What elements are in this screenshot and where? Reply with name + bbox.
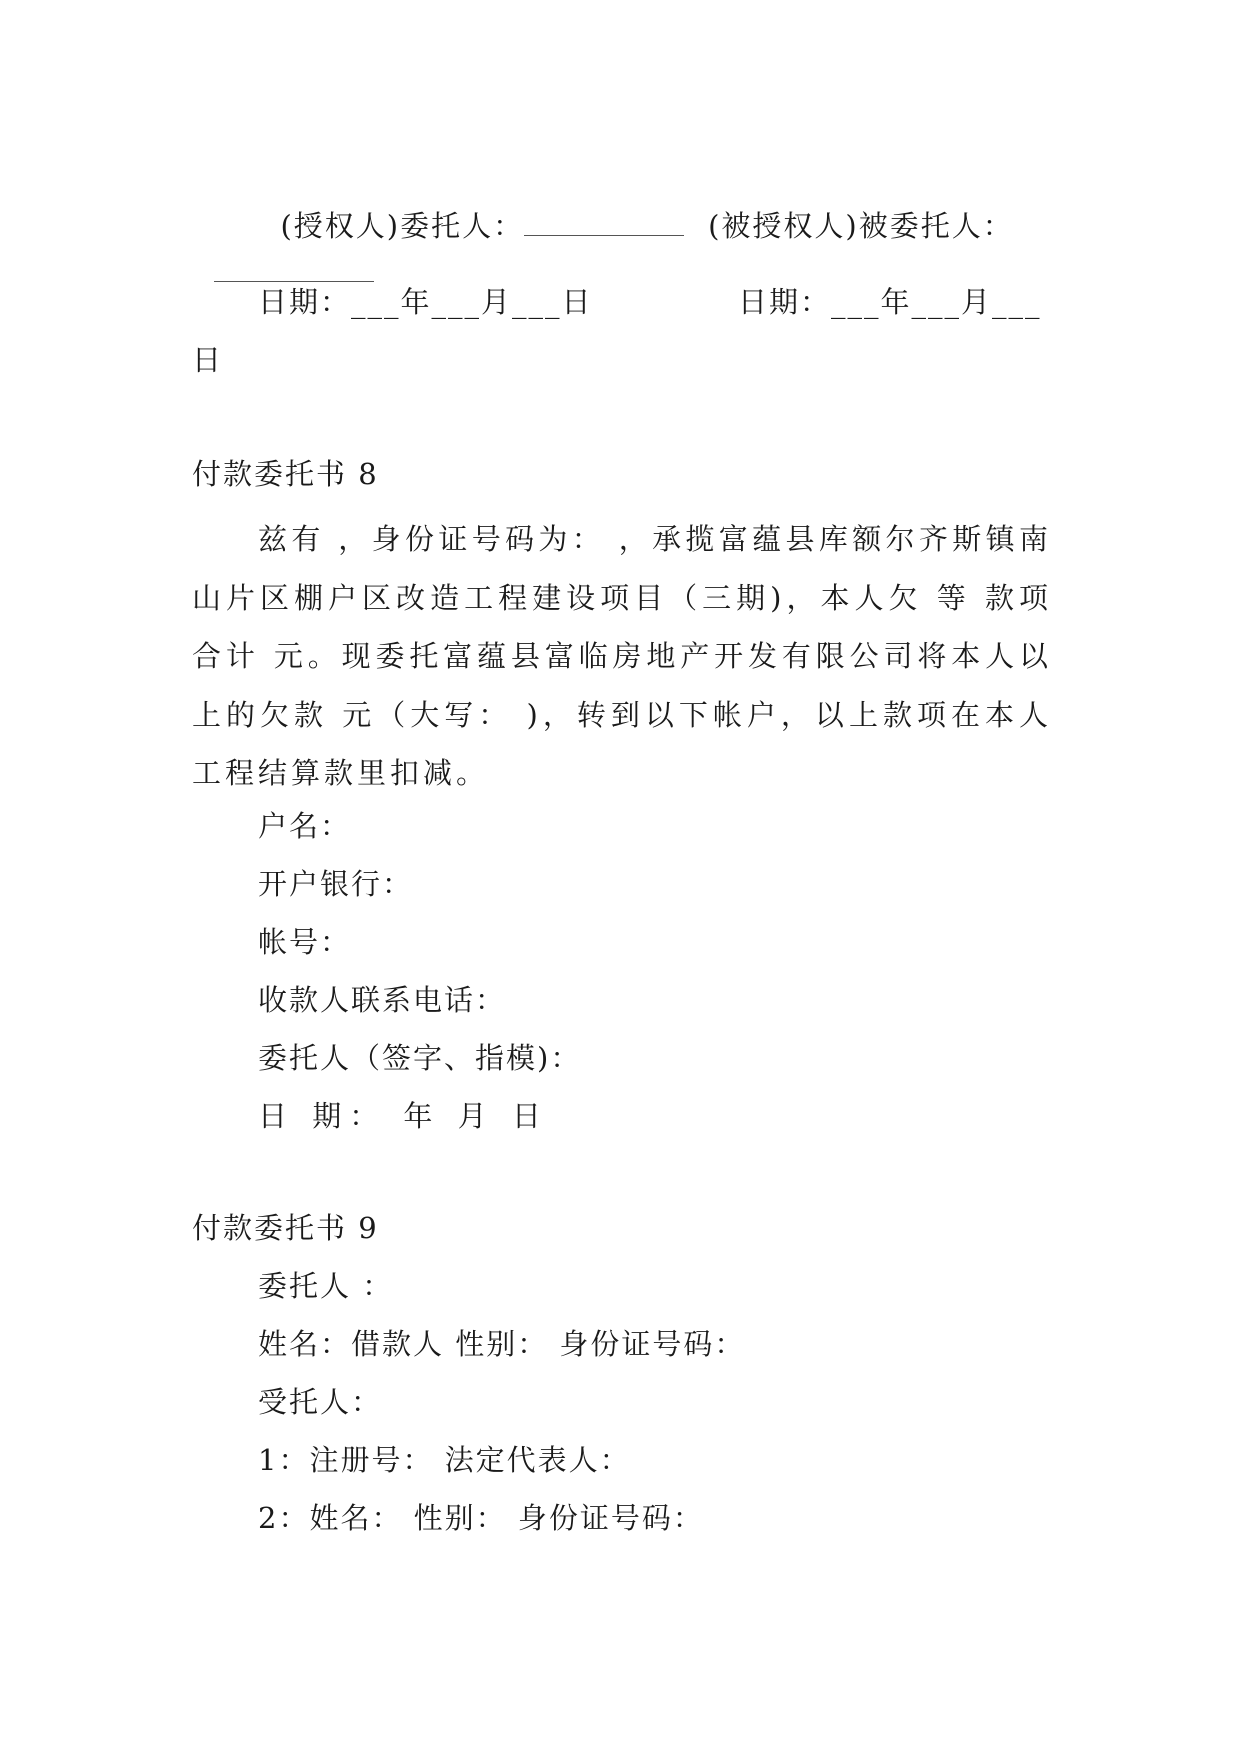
date-line-right-wrap: 日 [192,343,224,377]
agent-label: (被授权人)被委托人： [708,209,1014,243]
section9-agent-1: 1：注册号： 法定代表人： [258,1443,631,1477]
date-line-right: 日期：___年___月___ [738,285,1042,319]
section8-heading: 付款委托书 8 [192,457,379,491]
principal-label: (授权人)委托人： [280,209,525,243]
section8-paragraph: 兹有 ，身份证号码为： ，承揽富蕴县库额尔齐斯镇南山片区棚户区改造工程建设项目（三期)，本人欠 等 款项合计 元。现委托富蕴县富临房地产开发有限公司将本人以上的欠款 元（大写： )，转到以下帐户，以上款项在本人工程结算款里扣减。 [192,522,1052,790]
agent-blank-line [192,212,374,292]
field-account-name: 户名： [258,809,352,843]
field-account-number: 帐号： [258,925,352,959]
field-payee-phone: 收款人联系电话： [258,983,507,1017]
section9-principal-details: 姓名：借款人 性别： 身份证号码： [258,1327,746,1361]
field-principal-signature: 委托人（签字、指模)： [258,1041,582,1075]
field-date: 日 期： 年 月 日 [258,1099,549,1133]
field-bank: 开户银行： [258,867,414,901]
section9-principal: 委托人 ： [258,1269,394,1303]
date-line-left: 日期：___年___月___日 [258,285,593,319]
principal-blank [524,233,684,236]
section9-agent: 受托人： [258,1385,383,1419]
section9-agent-2: 2：姓名： 性别： 身份证号码： [258,1501,704,1535]
section9-heading: 付款委托书 9 [192,1211,379,1245]
